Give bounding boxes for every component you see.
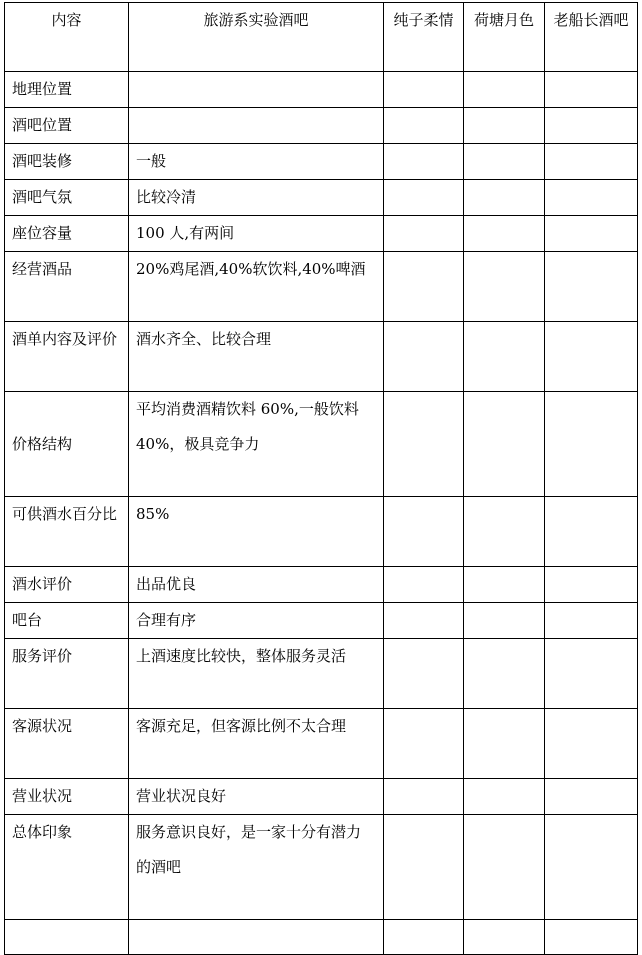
row-label: 地理位置 bbox=[5, 72, 129, 108]
cell-empty bbox=[384, 779, 464, 815]
table-row bbox=[5, 567, 638, 603]
table-row bbox=[5, 252, 638, 322]
table-row bbox=[5, 497, 638, 567]
cell-empty bbox=[384, 639, 464, 709]
row-value: 100 人,有两间 bbox=[129, 216, 384, 252]
cell-empty bbox=[545, 322, 638, 392]
table-row bbox=[5, 108, 638, 144]
cell-empty bbox=[384, 920, 464, 955]
cell-empty bbox=[545, 567, 638, 603]
row-value-line: 的酒吧 bbox=[136, 858, 182, 876]
row-value: 上酒速度比较快，整体服务灵活 bbox=[129, 639, 384, 709]
cell-empty bbox=[464, 497, 545, 567]
cell-empty bbox=[384, 322, 464, 392]
row-value: 20%鸡尾酒,40%软饮料,40%啤酒 bbox=[129, 252, 384, 322]
cell-empty bbox=[545, 392, 638, 497]
cell-empty bbox=[384, 497, 464, 567]
row-label: 酒单内容及评价 bbox=[5, 322, 129, 392]
row-label: 可供酒水百分比 bbox=[5, 497, 129, 567]
row-value bbox=[129, 920, 384, 955]
row-label: 价格结构 bbox=[5, 392, 129, 497]
cell-empty bbox=[384, 603, 464, 639]
cell-empty bbox=[545, 108, 638, 144]
cell-empty bbox=[464, 180, 545, 216]
row-value: 比较冷清 bbox=[129, 180, 384, 216]
cell-empty bbox=[545, 709, 638, 779]
comparison-table bbox=[4, 2, 638, 955]
table-row bbox=[5, 603, 638, 639]
table-row bbox=[5, 216, 638, 252]
row-value-multiline bbox=[129, 392, 384, 497]
row-value-line: 40%，极具竞争力 bbox=[136, 435, 260, 453]
cell-empty bbox=[464, 709, 545, 779]
row-label: 酒吧装修 bbox=[5, 144, 129, 180]
row-label bbox=[5, 920, 129, 955]
row-value-line: 平均消费酒精饮料 60%,一般饮料 bbox=[136, 400, 359, 418]
cell-empty bbox=[464, 392, 545, 497]
row-value-line: 服务意识良好，是一家十分有潜力 bbox=[136, 823, 362, 841]
row-label: 座位容量 bbox=[5, 216, 129, 252]
table-row bbox=[5, 779, 638, 815]
row-label: 客源状况 bbox=[5, 709, 129, 779]
cell-empty bbox=[464, 779, 545, 815]
cell-empty bbox=[464, 72, 545, 108]
cell-empty bbox=[464, 920, 545, 955]
cell-empty bbox=[384, 180, 464, 216]
row-label: 吧台 bbox=[5, 603, 129, 639]
cell-empty bbox=[464, 567, 545, 603]
row-value bbox=[129, 108, 384, 144]
header-row bbox=[5, 3, 638, 72]
header-chunzi-rouqing: 纯子柔情 bbox=[384, 3, 464, 72]
table-row-empty bbox=[5, 920, 638, 955]
cell-empty bbox=[545, 639, 638, 709]
row-value: 酒水齐全、比较合理 bbox=[129, 322, 384, 392]
cell-empty bbox=[545, 815, 638, 920]
table-row bbox=[5, 709, 638, 779]
row-value: 合理有序 bbox=[129, 603, 384, 639]
row-label: 经营酒品 bbox=[5, 252, 129, 322]
header-hetang-yuese: 荷塘月色 bbox=[464, 3, 545, 72]
cell-empty bbox=[545, 603, 638, 639]
cell-empty bbox=[545, 920, 638, 955]
row-label: 总体印象 bbox=[5, 815, 129, 920]
cell-empty bbox=[464, 216, 545, 252]
cell-empty bbox=[545, 180, 638, 216]
header-lab-bar: 旅游系实验酒吧 bbox=[129, 3, 384, 72]
row-label: 营业状况 bbox=[5, 779, 129, 815]
row-value: 营业状况良好 bbox=[129, 779, 384, 815]
table-row bbox=[5, 639, 638, 709]
cell-empty bbox=[464, 815, 545, 920]
cell-empty bbox=[384, 567, 464, 603]
cell-empty bbox=[545, 252, 638, 322]
table-row bbox=[5, 392, 638, 497]
row-value: 一般 bbox=[129, 144, 384, 180]
cell-empty bbox=[464, 639, 545, 709]
cell-empty bbox=[384, 216, 464, 252]
row-label: 酒水评价 bbox=[5, 567, 129, 603]
cell-empty bbox=[545, 72, 638, 108]
row-value bbox=[129, 72, 384, 108]
cell-empty bbox=[545, 779, 638, 815]
cell-empty bbox=[545, 216, 638, 252]
cell-empty bbox=[464, 252, 545, 322]
cell-empty bbox=[384, 815, 464, 920]
header-content: 内容 bbox=[5, 3, 129, 72]
row-value-multiline bbox=[129, 815, 384, 920]
row-label: 酒吧气氛 bbox=[5, 180, 129, 216]
table-row bbox=[5, 322, 638, 392]
header-laochuanzhang-bar: 老船长酒吧 bbox=[545, 3, 638, 72]
cell-empty bbox=[545, 497, 638, 567]
cell-empty bbox=[384, 392, 464, 497]
row-label: 酒吧位置 bbox=[5, 108, 129, 144]
table-row bbox=[5, 815, 638, 920]
cell-empty bbox=[384, 72, 464, 108]
table-row bbox=[5, 180, 638, 216]
cell-empty bbox=[464, 108, 545, 144]
cell-empty bbox=[384, 108, 464, 144]
cell-empty bbox=[464, 322, 545, 392]
cell-empty bbox=[384, 709, 464, 779]
row-label: 服务评价 bbox=[5, 639, 129, 709]
table-row bbox=[5, 144, 638, 180]
cell-empty bbox=[464, 144, 545, 180]
cell-empty bbox=[545, 144, 638, 180]
row-value: 客源充足，但客源比例不太合理 bbox=[129, 709, 384, 779]
row-value: 85% bbox=[129, 497, 384, 567]
cell-empty bbox=[384, 252, 464, 322]
row-value: 出品优良 bbox=[129, 567, 384, 603]
cell-empty bbox=[464, 603, 545, 639]
table-row bbox=[5, 72, 638, 108]
cell-empty bbox=[384, 144, 464, 180]
